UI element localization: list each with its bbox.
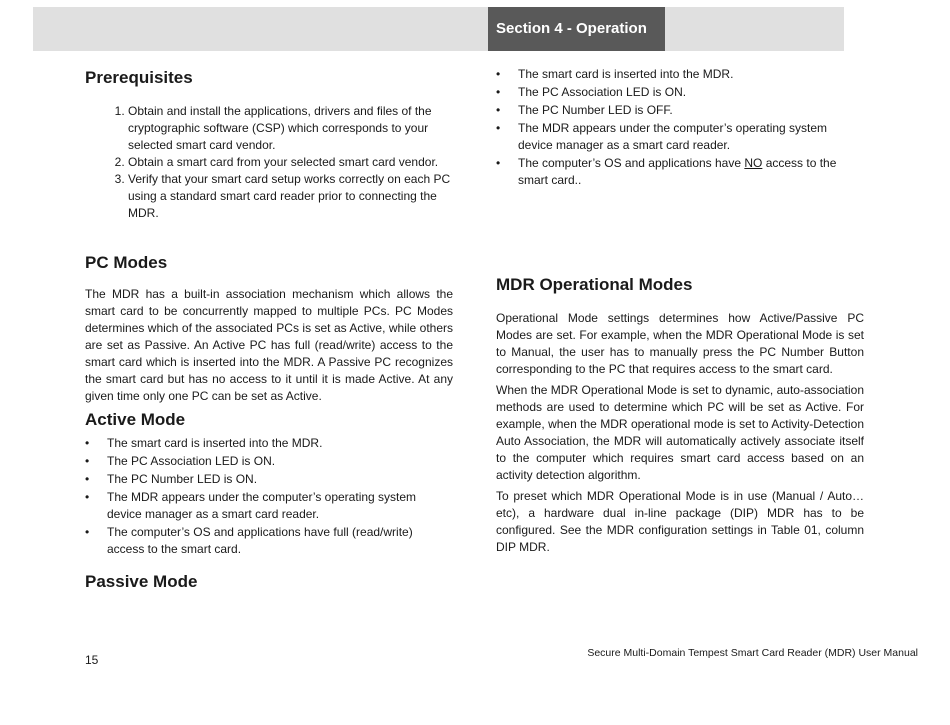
left-column bbox=[85, 66, 453, 594]
operational-paragraph: To preset which MDR Operational Mode is in use (Manual / Auto…etc), a hardware dual in-line package (DIP) MDR has to be configured. See the MDR configuration settings in Table 01, column DIP MDR. bbox=[496, 489, 864, 554]
pc-modes-paragraph: The MDR has a built-in association mechanism which allows the smart card to be concurrently mapped to multiple PCs. PC Modes determines which of the associated PCs is set as Active, while others are set as Passive. An Active PC has full (read/write) access to the smart card which is inserted into the MDR. A Passive PC recognizes the smart card but has no access to it until it is made Active. At any given time only one PC can be set as Active. bbox=[85, 287, 453, 403]
list-item-text: The computer’s OS and applications have bbox=[518, 156, 745, 170]
passive-mode-heading: Passive Mode bbox=[85, 572, 198, 591]
list-item: • The PC Number LED is OFF. bbox=[496, 102, 864, 119]
list-item: • The computer’s OS and applications have full (read/write) access to the smart card. bbox=[85, 524, 453, 558]
list-item: • The PC Number LED is ON. bbox=[85, 471, 453, 488]
list-item: • The MDR appears under the computer’s operating system device manager as a smart card reader. bbox=[85, 489, 453, 523]
manual-title: Secure Multi-Domain Tempest Smart Card Reader (MDR) User Manual bbox=[587, 647, 918, 659]
operational-modes-heading: MDR Operational Modes bbox=[496, 275, 693, 294]
list-item: 2. Obtain a smart card from your selected smart card vendor. bbox=[128, 154, 453, 171]
prerequisites-heading: Prerequisites bbox=[85, 68, 193, 87]
prerequisites-list bbox=[85, 103, 453, 222]
right-column bbox=[496, 66, 864, 556]
active-mode-heading: Active Mode bbox=[85, 410, 186, 429]
passive-mode-list bbox=[496, 66, 864, 189]
list-item: • The smart card is inserted into the MDR. bbox=[85, 435, 453, 452]
list-item bbox=[496, 155, 864, 189]
list-item: 3. Verify that your smart card setup works correctly on each PC using a standard smart card reader prior to connecting the MDR. bbox=[128, 171, 453, 222]
list-item: • The PC Association LED is ON. bbox=[85, 453, 453, 470]
active-mode-list bbox=[85, 435, 453, 558]
header-bar bbox=[33, 7, 844, 51]
pc-modes-heading: PC Modes bbox=[85, 253, 168, 272]
list-item: • The MDR appears under the computer’s operating system device manager as a smart card reader. bbox=[496, 120, 864, 154]
operational-paragraph: Operational Mode settings determines how Active/Passive PC Modes are set. For example, when the MDR Operational Mode is set to Manual, the user has to manually press the PC Number Button corresponding to the PC that requires access to the smart card. bbox=[496, 311, 864, 376]
list-item: • The PC Association LED is ON. bbox=[496, 84, 864, 101]
list-item-text: access to the smart card.. bbox=[518, 156, 837, 187]
operational-paragraph: When the MDR Operational Mode is set to dynamic, auto-association methods are used to determine which PC will be set as Active. For example, when the MDR operational mode is set to Activity-Detection Auto Association, the MDR will automatically actively associate itself to the computer which requires smart card access based on an activity detection algorithm. bbox=[496, 383, 864, 482]
emphasis-no: NO bbox=[744, 156, 763, 170]
list-item: 1. Obtain and install the applications, drivers and files of the cryptographic software (CSP) which corresponds to your selected smart card vendor. bbox=[128, 103, 453, 154]
section-tab: Section 4 - Operation bbox=[488, 7, 665, 51]
page-number: 15 bbox=[85, 653, 99, 667]
list-item: • The smart card is inserted into the MDR. bbox=[496, 66, 864, 83]
